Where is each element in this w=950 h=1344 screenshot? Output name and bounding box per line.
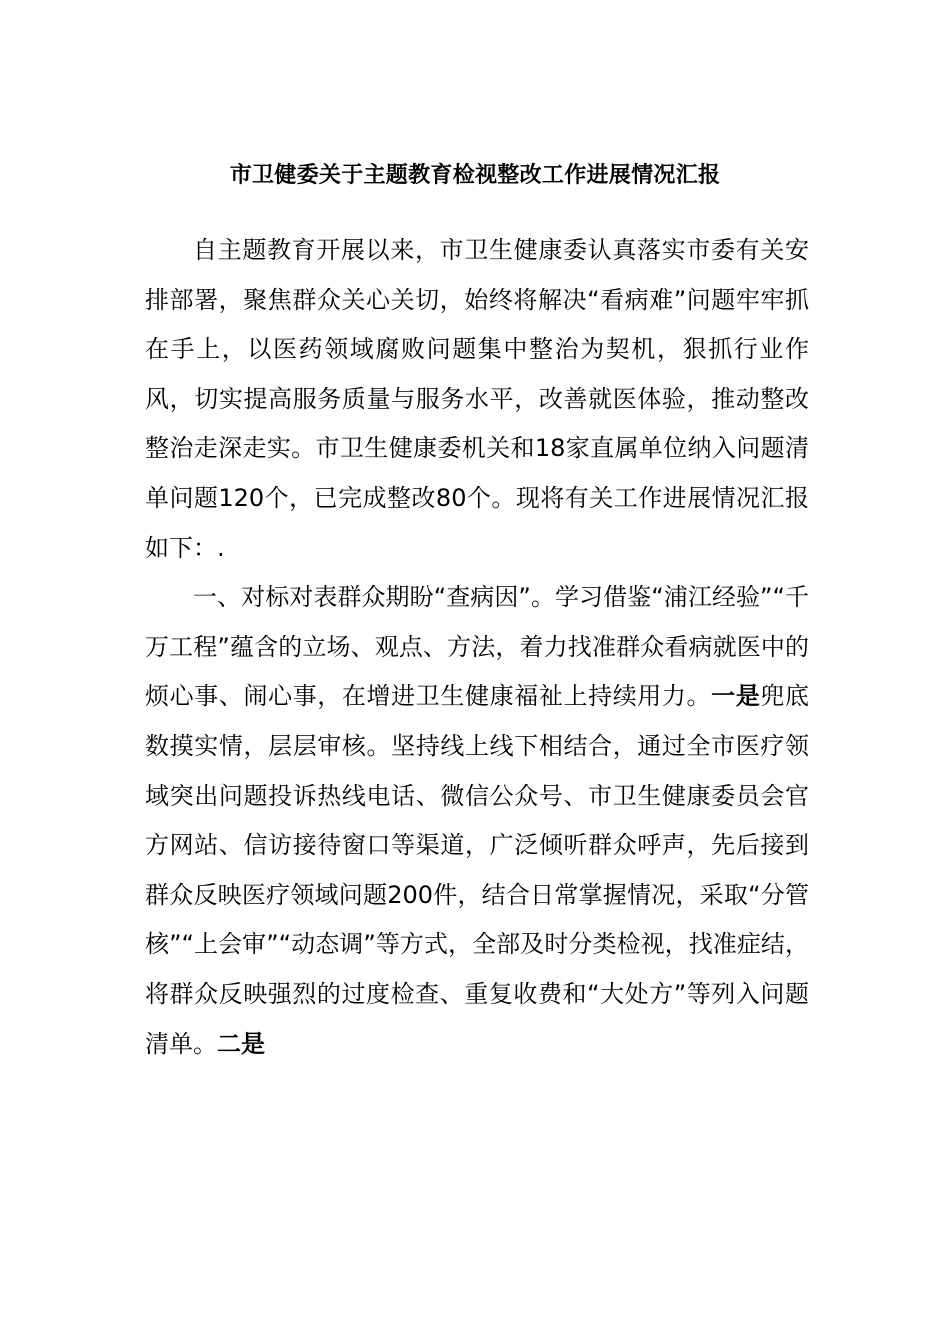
document-title: 市卫健委关于主题教育检视整改工作进展情况汇报 bbox=[229, 163, 721, 188]
section-1-lead: 一、对标对表群众期盼“查病因”。学习借鉴“浦江经验”“千万工程”蕴含的立场、观点、方法，着力找准群众看病就医中的烦心事、闹心事，在增进卫生健康福祉上持续用力。 bbox=[145, 583, 809, 711]
point-1-label: 一是 bbox=[711, 682, 761, 711]
point-1-text: 兜底数摸实情，层层审核。坚持线上线下相结合，通过全市医疗领域突出问题投诉热线电话、微信公众号、市卫生健康委员会官方网站、信访接待窗口等渠道，广泛倾听群众呼声，先后接到群众反映医疗领域问题200件，结合日常掌握情况，采取“分管核”“上会审”“动态调”等方式，全部及时分类检视，找准症结，将群众反映强烈的过度检查、重复收费和“大处方”等列入问题清单。 bbox=[145, 682, 810, 1058]
document-body bbox=[145, 226, 809, 1069]
section-1-paragraph bbox=[145, 573, 809, 1069]
intro-paragraph: 自主题教育开展以来，市卫生健康委认真落实市委有关安排部署，聚焦群众关心关切，始终将解决“看病难”问题牢牢抓在手上，以医药领域腐败问题集中整治为契机，狠抓行业作风，切实提高服务质量与服务水平，改善就医体验，推动整改整治走深走实。市卫生健康委机关和18家直属单位纳入问题清单问题120个，已完成整改80个。现将有关工作进展情况汇报如下：. bbox=[145, 236, 809, 562]
point-2-label: 二是 bbox=[217, 1029, 265, 1058]
